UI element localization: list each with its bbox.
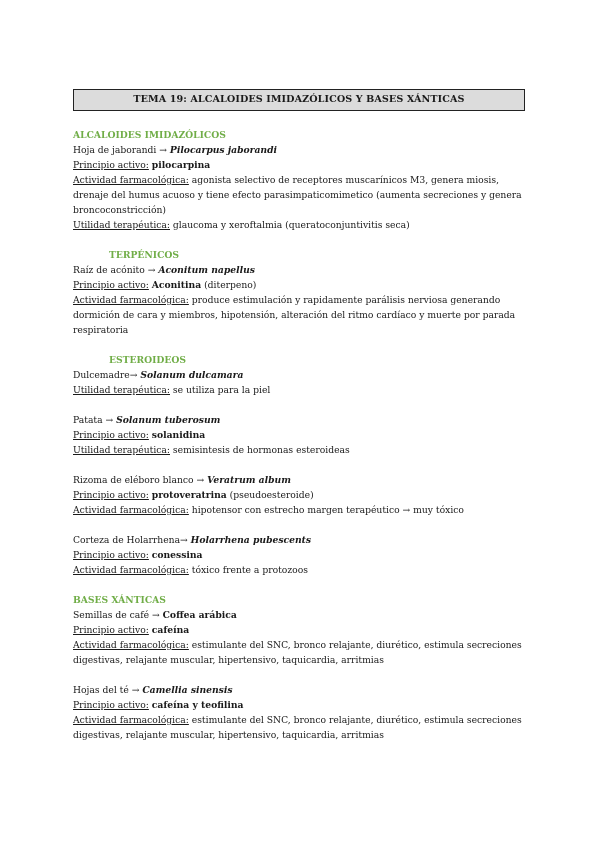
- entry-source: [73, 143, 533, 158]
- actividad-line: [73, 173, 533, 218]
- utilidad-label: Utilidad terapéutica:: [73, 385, 170, 396]
- actividad-label: Actividad farmacológica:: [73, 640, 189, 651]
- entry-source: [73, 368, 533, 383]
- actividad-line: [73, 503, 533, 518]
- principio-value: protoveratrina: [151, 490, 227, 501]
- principio-value: Aconitina: [151, 280, 202, 291]
- principio-label: Principio activo:: [73, 280, 149, 291]
- species-name: Aconitum napellus: [158, 265, 255, 276]
- source-text: Patata →: [73, 415, 117, 426]
- entry-source: [73, 533, 533, 548]
- species-name: Coffea arábica: [162, 610, 237, 621]
- species-name: Holarrhena pubescents: [190, 535, 312, 546]
- source-text: Rizoma de eléboro blanco →: [73, 475, 208, 486]
- utilidad-value: glaucoma y xeroftalmia (queratoconjuntivitis seca): [172, 220, 410, 231]
- entry-source: [73, 413, 533, 428]
- principio-line: [73, 548, 533, 563]
- principio-value: conessina: [151, 550, 203, 561]
- principio-note: (diterpeno): [201, 280, 257, 291]
- principio-line: [73, 623, 533, 638]
- principio-value: pilocarpina: [151, 160, 211, 171]
- section-heading-bases-xanticas: BASES XÁNTICAS: [73, 595, 166, 606]
- section-heading-esteroideos: ESTEROIDEOS: [109, 355, 187, 366]
- source-text: Hojas del té →: [73, 685, 143, 696]
- principio-value: solanidina: [151, 430, 206, 441]
- principio-line: [73, 698, 533, 713]
- section-heading-imidazolicos: ALCALOIDES IMIDAZÓLICOS: [73, 130, 226, 141]
- utilidad-line: [73, 443, 533, 458]
- principio-line: [73, 428, 533, 443]
- actividad-line: [73, 713, 533, 743]
- principio-line: [73, 488, 533, 503]
- entry-source: [73, 608, 533, 623]
- utilidad-label: Utilidad terapéutica:: [73, 220, 170, 231]
- actividad-value: hipotensor con estrecho margen terapéutico → muy tóxico: [191, 505, 464, 516]
- source-text: Semillas de café →: [73, 610, 163, 621]
- principio-label: Principio activo:: [73, 430, 149, 441]
- actividad-line: [73, 293, 533, 338]
- source-text: Hoja de jaborandi →: [73, 145, 170, 156]
- utilidad-label: Utilidad terapéutica:: [73, 445, 170, 456]
- principio-label: Principio activo:: [73, 490, 149, 501]
- utilidad-value: se utiliza para la piel: [172, 385, 271, 396]
- principio-label: Principio activo:: [73, 550, 149, 561]
- actividad-value: produce estimulación y rapidamente parálisis nerviosa generando dormición de cara y miembros, hipotensión, alteración del ritmo cardíaco y muerte por parada respiratoria: [73, 295, 516, 336]
- page-title: TEMA 19: ALCALOIDES IMIDAZÓLICOS Y BASES XÁNTICAS: [73, 89, 525, 111]
- actividad-label: Actividad farmacológica:: [73, 505, 189, 516]
- species-name: Camellia sinensis: [142, 685, 233, 696]
- actividad-label: Actividad farmacológica:: [73, 175, 189, 186]
- principio-value: cafeína: [151, 625, 190, 636]
- actividad-value: tóxico frente a protozoos: [191, 565, 308, 576]
- actividad-value: estimulante del SNC, bronco relajante, diurético, estimula secreciones digestivas, relajante muscular, hipertensivo, taquicardia, arritmias: [73, 715, 522, 741]
- actividad-label: Actividad farmacológica:: [73, 715, 189, 726]
- principio-line: [73, 278, 533, 293]
- species-name: Pilocarpus jaborandi: [169, 145, 278, 156]
- entry-source: [73, 263, 533, 278]
- actividad-value: agonista selectivo de receptores muscarínicos M3, genera miosis, drenaje del humus acuoso y tiene efecto parasimpaticomimetico (aumenta secreciones y genera broncoconstricción): [73, 175, 522, 216]
- species-name: Veratrum album: [207, 475, 291, 486]
- source-text: Corteza de Holarrhena→: [73, 535, 191, 546]
- actividad-value: estimulante del SNC, bronco relajante, diurético, estimula secreciones digestivas, relajante muscular, hipertensivo, taquicardia, arritmias: [73, 640, 522, 666]
- entry-source: [73, 473, 533, 488]
- actividad-line: [73, 638, 533, 668]
- utilidad-line: [73, 383, 533, 398]
- section-heading-terpenicos: TERPÉNICOS: [109, 250, 180, 261]
- actividad-line: [73, 563, 533, 578]
- document-body: [73, 128, 533, 743]
- principio-line: [73, 158, 533, 173]
- entry-source: [73, 683, 533, 698]
- actividad-label: Actividad farmacológica:: [73, 295, 189, 306]
- actividad-label: Actividad farmacológica:: [73, 565, 189, 576]
- principio-value: cafeína y teofilina: [151, 700, 244, 711]
- source-text: Dulcemadre→: [73, 370, 141, 381]
- principio-label: Principio activo:: [73, 700, 149, 711]
- source-text: Raíz de acónito →: [73, 265, 159, 276]
- species-name: Solanum dulcamara: [140, 370, 244, 381]
- utilidad-value: semisintesis de hormonas esteroideas: [172, 445, 350, 456]
- principio-label: Principio activo:: [73, 160, 149, 171]
- utilidad-line: [73, 218, 533, 233]
- principio-label: Principio activo:: [73, 625, 149, 636]
- species-name: Solanum tuberosum: [116, 415, 221, 426]
- principio-note: (pseudoesteroide): [226, 490, 314, 501]
